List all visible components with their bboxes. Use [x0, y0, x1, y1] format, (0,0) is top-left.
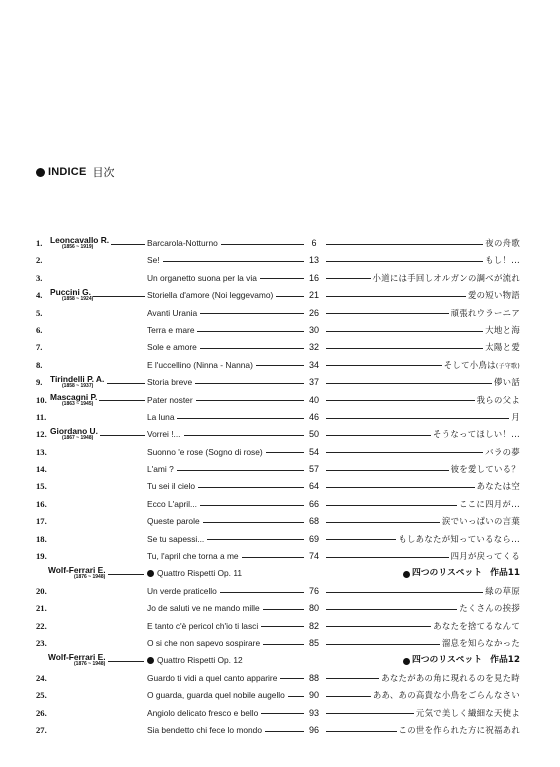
leader-line — [261, 626, 304, 627]
japanese-title-text: そうなってほしい！... — [433, 429, 520, 440]
list-item[interactable] — [0, 305, 560, 322]
composer-dates: (1858 ~ 1924) — [62, 296, 94, 303]
song-title[interactable]: Tu sei il cielo — [147, 481, 196, 492]
list-item[interactable] — [0, 670, 560, 687]
japanese-title — [371, 687, 520, 704]
page-number: 80 — [308, 603, 319, 614]
japanese-title — [509, 409, 520, 426]
japanese-title — [449, 305, 520, 322]
page-number: 37 — [308, 377, 319, 388]
song-title[interactable]: Ecco L'april... — [147, 498, 198, 509]
list-item[interactable] — [0, 426, 560, 443]
entry-number: 15. — [36, 481, 47, 492]
japanese-title — [396, 531, 520, 548]
japanese-title — [483, 322, 520, 339]
song-title[interactable]: Guardo ti vidi a quel canto apparire — [147, 672, 278, 683]
entry-number: 2. — [36, 255, 43, 266]
song-title[interactable]: Suonno 'e rose (Sogno di rose) — [147, 446, 263, 457]
entry-number: 9. — [36, 377, 43, 388]
opus-japanese-text: 四つのリスペット — [411, 568, 483, 579]
heading-japanese: 目次 — [92, 166, 115, 179]
song-title[interactable]: Avanti Urania — [147, 307, 198, 318]
japanese-title-text: 小道には手回しオルガンの調べが流れ — [372, 272, 520, 283]
leader-line — [261, 713, 304, 714]
entry-number: 18. — [36, 533, 47, 544]
bullet-icon — [147, 657, 154, 664]
japanese-title-text: 涙でいっぱいの言葉 — [441, 516, 520, 527]
entry-number: 8. — [36, 359, 43, 370]
japanese-title — [449, 548, 520, 565]
song-title[interactable]: Se tu sapessi... — [147, 533, 205, 544]
page-number: 34 — [308, 359, 319, 370]
index-list — [0, 235, 560, 739]
entry-number: 13. — [36, 446, 47, 457]
leader-line — [221, 244, 304, 245]
entry-number: 25. — [36, 690, 47, 701]
list-item[interactable] — [0, 548, 560, 565]
page-number: 96 — [308, 724, 319, 735]
page-number: 32 — [308, 342, 319, 353]
opus-title: Quattro Rispetti Op. 12 — [157, 655, 243, 666]
bullet-icon — [36, 168, 45, 177]
entry-number: 4. — [36, 290, 43, 301]
index-heading — [36, 164, 114, 180]
composer-name: Puccini G. — [50, 287, 91, 298]
song-title[interactable]: E l'uccellino (Ninna - Nanna) — [147, 359, 253, 370]
leader-line — [220, 592, 304, 593]
group-header — [0, 565, 560, 582]
song-title[interactable]: Tu, l'april che torna a me — [147, 551, 239, 562]
entry-number: 24. — [36, 672, 47, 683]
japanese-title — [483, 252, 520, 269]
leader-line — [93, 296, 145, 297]
heading-italian: INDICE — [48, 166, 87, 178]
japanese-title-text: あなたは空 — [476, 481, 520, 492]
song-title[interactable]: Angiolo delicato fresco e bello — [147, 707, 259, 718]
japanese-title-text: バラの夢 — [485, 446, 520, 457]
song-title[interactable]: L'ami ? — [147, 464, 174, 475]
leader-line — [203, 522, 304, 523]
japanese-title-text: もし！... — [485, 255, 520, 266]
song-title[interactable]: Queste parole — [147, 516, 200, 527]
composer-name: Leoncavallo R. — [50, 235, 110, 245]
entry-number: 20. — [36, 585, 47, 596]
japanese-title-text: 頑張れウラーニア — [450, 307, 520, 318]
composer-name: Wolf-Ferrari E. — [48, 652, 106, 663]
leader-line — [288, 696, 304, 697]
page-number: 68 — [308, 516, 319, 527]
page-number: 13 — [308, 255, 319, 266]
japanese-title — [414, 705, 520, 722]
song-title[interactable]: Un organetto suona per la via — [147, 272, 257, 283]
leader-line — [200, 348, 304, 349]
entry-number: 23. — [36, 637, 47, 648]
japanese-title — [379, 670, 520, 687]
entry-number: 3. — [36, 272, 43, 283]
leader-line — [196, 400, 304, 401]
leader-line — [163, 261, 304, 262]
list-item[interactable] — [0, 270, 560, 287]
page-number: 57 — [308, 464, 319, 475]
leader-line — [326, 418, 518, 419]
page-number: 30 — [308, 324, 319, 335]
japanese-title-text: ああ、あの高貴な小鳥をごらんなさい — [372, 690, 520, 701]
composer-name: Giordano U. — [50, 426, 98, 437]
leader-line — [200, 505, 304, 506]
song-title[interactable]: Storia breve — [147, 377, 193, 388]
composer-dates: (1876 ~ 1948) — [74, 574, 106, 581]
bullet-icon — [403, 571, 410, 578]
opus-japanese-number: 作品12 — [490, 655, 520, 666]
song-title[interactable]: La luna — [147, 411, 175, 422]
list-item[interactable] — [0, 409, 560, 426]
list-item[interactable] — [0, 235, 560, 252]
leader-line — [263, 644, 304, 645]
japanese-title — [397, 722, 520, 739]
entry-number: 21. — [36, 603, 47, 614]
song-title[interactable]: Pater noster — [147, 394, 193, 405]
japanese-title — [431, 426, 520, 443]
entry-number: 14. — [36, 464, 47, 475]
japanese-title — [371, 270, 520, 287]
list-item[interactable] — [0, 444, 560, 461]
leader-line — [177, 418, 304, 419]
leader-line — [99, 400, 145, 401]
leader-line — [242, 557, 304, 558]
leader-line — [108, 574, 144, 575]
japanese-title — [442, 357, 520, 375]
japanese-title-text: 太陽と愛 — [485, 342, 520, 353]
page-number: 16 — [308, 272, 319, 283]
song-title[interactable]: Vorrei !... — [147, 429, 181, 440]
composer-dates: (1867 ~ 1948) — [62, 435, 94, 442]
composer-dates: (1856 ~ 1919) — [62, 244, 94, 250]
japanese-title-text: 緑の草原 — [485, 585, 520, 596]
leader-line — [184, 435, 304, 436]
page-number: 88 — [308, 672, 319, 683]
list-item[interactable] — [0, 339, 560, 356]
list-item[interactable] — [0, 357, 560, 374]
leader-line — [177, 470, 304, 471]
japanese-title — [440, 513, 520, 530]
japanese-subtitle: (子守歌) — [495, 362, 520, 370]
entry-number: 22. — [36, 620, 47, 631]
entry-number: 5. — [36, 307, 43, 318]
japanese-title — [483, 444, 520, 461]
list-item[interactable] — [0, 513, 560, 530]
entry-number: 19. — [36, 551, 47, 562]
japanese-title — [457, 496, 520, 513]
leader-line — [107, 383, 145, 384]
entry-number: 27. — [36, 724, 47, 735]
japanese-title-text: 儚い話 — [493, 377, 520, 388]
japanese-title — [475, 478, 520, 495]
list-item[interactable] — [0, 722, 560, 739]
leader-line — [111, 244, 145, 245]
list-item[interactable] — [0, 583, 560, 600]
leader-line — [108, 661, 144, 662]
page-number: 76 — [308, 585, 319, 596]
page-number: 85 — [308, 637, 319, 648]
list-item[interactable] — [0, 496, 560, 513]
japanese-title-text: 夜の舟歌 — [485, 238, 520, 248]
leader-line — [326, 383, 518, 384]
song-title[interactable]: Terra e mare — [147, 324, 195, 335]
song-title[interactable]: Sia bendetto chi fece lo mondo — [147, 724, 263, 735]
opus-title: Quattro Rispetti Op. 11 — [157, 568, 243, 579]
japanese-title-text: 愛の短い物語 — [467, 290, 520, 301]
japanese-title-text: たくさんの挨拶 — [459, 603, 520, 614]
entry-number: 11. — [36, 411, 47, 422]
leader-line — [207, 539, 304, 540]
list-item[interactable] — [0, 287, 560, 304]
leader-line — [260, 278, 304, 279]
composer-dates: (1858 ~ 1937) — [62, 383, 94, 390]
page-number: 50 — [308, 429, 319, 440]
japanese-title-text: 月 — [511, 411, 520, 422]
entry-number: 1. — [36, 238, 43, 248]
japanese-title-text: 我らの父よ — [476, 394, 520, 405]
page-number: 90 — [308, 690, 319, 701]
list-item[interactable] — [0, 618, 560, 635]
leader-line — [197, 331, 304, 332]
composer-name: Mascagni P. — [50, 391, 98, 402]
page-number: 26 — [308, 307, 319, 318]
opus-japanese-title — [403, 565, 520, 582]
composer-dates: (1863 ~ 1945) — [62, 400, 94, 407]
japanese-title-text: ここに四月が... — [459, 498, 520, 509]
page-number: 69 — [308, 533, 319, 544]
japanese-title-text: あなたがあの角に現れるのを見た時 — [381, 672, 520, 683]
entry-number: 6. — [36, 324, 43, 335]
group-header — [0, 652, 560, 669]
song-title[interactable]: Jo de saluti ve ne mando mille — [147, 603, 260, 614]
song-title[interactable]: Storiella d'amore (Noi leggevamo) — [147, 290, 274, 301]
leader-line — [276, 296, 304, 297]
entry-number: 17. — [36, 516, 47, 527]
japanese-title-text: 元気で美しく繊細な天使よ — [415, 707, 520, 718]
japanese-title — [431, 618, 520, 635]
page-number: 21 — [308, 290, 319, 301]
list-item[interactable] — [0, 322, 560, 339]
page-number: 74 — [308, 551, 319, 562]
japanese-title — [449, 461, 520, 478]
list-item[interactable] — [0, 705, 560, 722]
leader-line — [263, 609, 304, 610]
entry-number: 26. — [36, 707, 47, 718]
page-number: 40 — [308, 394, 319, 405]
song-title[interactable]: Barcarola-Notturno — [147, 238, 218, 248]
japanese-title — [483, 583, 520, 600]
list-item[interactable] — [0, 392, 560, 409]
list-item[interactable] — [0, 600, 560, 617]
entry-number: 7. — [36, 342, 43, 353]
japanese-title-text: 彼を愛している？ — [450, 464, 520, 475]
page-number: 64 — [308, 481, 319, 492]
leader-line — [198, 487, 304, 488]
song-title[interactable]: Un verde praticello — [147, 585, 217, 596]
japanese-title — [492, 374, 520, 391]
page-number: 54 — [308, 446, 319, 457]
leader-line — [266, 452, 304, 453]
japanese-title-text: 四月が戻ってくる — [450, 551, 520, 562]
song-title[interactable]: Sole e amore — [147, 342, 197, 353]
japanese-title — [440, 635, 520, 652]
list-item[interactable] — [0, 687, 560, 704]
list-item[interactable] — [0, 374, 560, 391]
opus-japanese-title — [403, 652, 520, 669]
opus-japanese-number: 作品11 — [490, 568, 520, 579]
entry-number: 10. — [36, 394, 47, 405]
page-number: 46 — [308, 411, 319, 422]
bullet-icon — [403, 658, 410, 665]
japanese-title-text: もしあなたが知っているなら... — [398, 533, 520, 544]
composer-dates: (1876 ~ 1948) — [74, 661, 106, 668]
japanese-title — [483, 235, 520, 252]
composer-name: Wolf-Ferrari E. — [48, 565, 106, 576]
bullet-icon — [147, 570, 154, 577]
leader-line — [280, 678, 304, 679]
list-item[interactable] — [0, 531, 560, 548]
list-item[interactable] — [0, 635, 560, 652]
japanese-title-text: そして小鳥は — [443, 359, 496, 370]
japanese-title-text: この世を作られた方に祝福あれ — [398, 724, 520, 735]
song-title[interactable]: O si che non sapevo sospirare — [147, 637, 261, 648]
entry-number: 16. — [36, 498, 47, 509]
song-title[interactable]: Se! — [147, 255, 160, 266]
list-item[interactable] — [0, 478, 560, 495]
leader-line — [195, 383, 304, 384]
page-number: 6 — [311, 238, 317, 248]
japanese-title — [457, 600, 520, 617]
leader-line — [265, 731, 304, 732]
japanese-title — [483, 339, 520, 356]
list-item[interactable] — [0, 461, 560, 478]
song-title[interactable]: E tanto c'è pericol ch'io ti lasci — [147, 620, 259, 631]
japanese-title — [466, 287, 520, 304]
entry-number: 12. — [36, 429, 47, 440]
japanese-title-text: 溜息を知らなかった — [441, 637, 520, 648]
composer-name: Tirindelli P. A. — [50, 374, 105, 385]
leader-line — [256, 365, 304, 366]
song-title[interactable]: O guarda, guarda quel nobile augello — [147, 690, 285, 701]
opus-japanese-text: 四つのリスペット — [411, 655, 483, 666]
japanese-title-text: あなたを捨てるなんて — [433, 620, 520, 631]
list-item[interactable] — [0, 252, 560, 269]
japanese-title-text: 大地と海 — [485, 324, 520, 335]
japanese-title — [475, 392, 520, 409]
leader-line — [200, 313, 304, 314]
page-number: 66 — [308, 498, 319, 509]
leader-line — [100, 435, 145, 436]
page-number: 93 — [308, 707, 319, 718]
page-number: 82 — [308, 620, 319, 631]
